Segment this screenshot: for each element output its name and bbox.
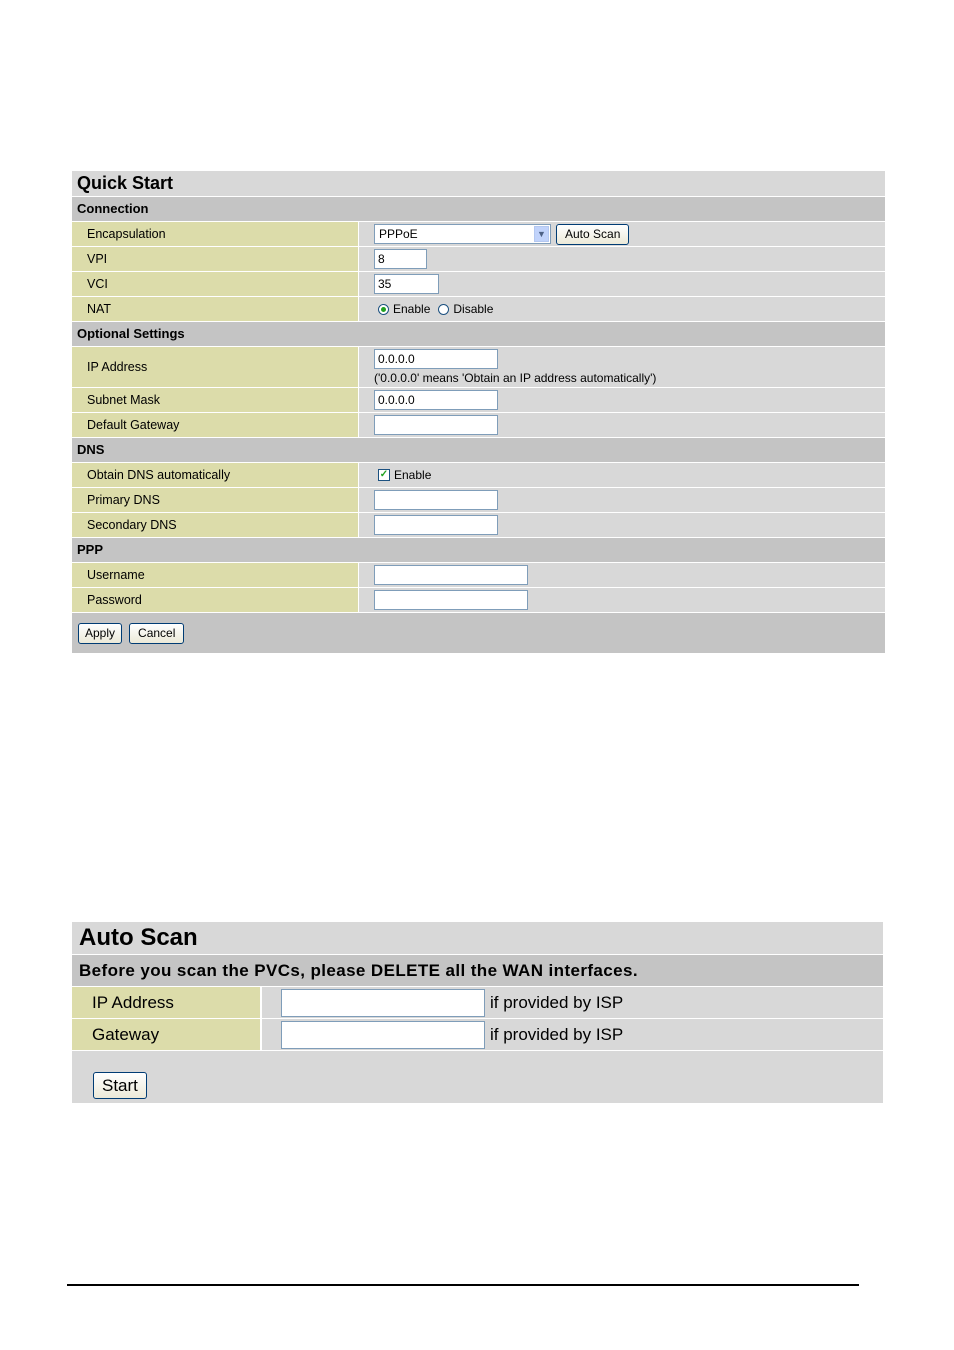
- auto-scan-ip-input[interactable]: [281, 989, 485, 1017]
- username-row: [72, 563, 885, 588]
- section-optional-settings: Optional Settings: [72, 322, 885, 347]
- default-gateway-input[interactable]: [374, 415, 498, 435]
- start-button[interactable]: Start: [93, 1072, 147, 1099]
- auto-scan-panel: [72, 922, 883, 1102]
- ip-address-label: IP Address: [72, 347, 359, 387]
- auto-scan-button[interactable]: Auto Scan: [556, 224, 629, 245]
- quick-start-panel: [72, 171, 885, 652]
- encapsulation-select[interactable]: [374, 224, 551, 244]
- section-connection: Connection: [72, 197, 885, 222]
- default-gateway-row: [72, 413, 885, 438]
- auto-scan-notice: Before you scan the PVCs, please DELETE all the WAN interfaces.: [72, 955, 883, 987]
- obtain-dns-enable-label: Enable: [394, 468, 432, 482]
- primary-dns-row: [72, 488, 885, 513]
- subnet-mask-label: Subnet Mask: [72, 388, 359, 412]
- subnet-mask-row: [72, 388, 885, 413]
- nat-enable-radio[interactable]: [378, 304, 389, 315]
- nat-disable-radio[interactable]: [438, 304, 449, 315]
- auto-scan-ip-hint: if provided by ISP: [490, 992, 624, 1012]
- auto-scan-gateway-label: Gateway: [72, 1019, 262, 1050]
- ip-address-input[interactable]: [374, 349, 498, 369]
- vci-row: [72, 272, 885, 297]
- auto-scan-ip-row: [72, 987, 883, 1019]
- quick-start-footer: [72, 613, 885, 653]
- encapsulation-label: Encapsulation: [72, 222, 359, 246]
- ip-address-hint: ('0.0.0.0' means 'Obtain an IP address automatically'): [374, 371, 657, 385]
- primary-dns-label: Primary DNS: [72, 488, 359, 512]
- obtain-dns-label: Obtain DNS automatically: [72, 463, 359, 487]
- vci-input[interactable]: [374, 274, 439, 294]
- username-input[interactable]: [374, 565, 528, 585]
- nat-enable-label: Enable: [393, 302, 431, 316]
- section-ppp: PPP: [72, 538, 885, 563]
- page-divider: [67, 1284, 859, 1286]
- vpi-row: [72, 247, 885, 272]
- encapsulation-row: [72, 222, 885, 247]
- password-row: [72, 588, 885, 613]
- section-dns: DNS: [72, 438, 885, 463]
- username-label: Username: [72, 563, 359, 587]
- quick-start-title: Quick Start: [72, 171, 885, 197]
- ip-address-row: [72, 347, 885, 388]
- vpi-label: VPI: [72, 247, 359, 271]
- auto-scan-title: Auto Scan: [72, 922, 883, 955]
- primary-dns-input[interactable]: [374, 490, 498, 510]
- vpi-input[interactable]: [374, 249, 427, 269]
- chevron-down-icon[interactable]: ▼: [534, 226, 549, 242]
- auto-scan-ip-label: IP Address: [72, 987, 262, 1018]
- nat-label: NAT: [72, 297, 359, 321]
- auto-scan-gateway-input[interactable]: [281, 1021, 485, 1049]
- secondary-dns-input[interactable]: [374, 515, 498, 535]
- auto-scan-footer: [72, 1051, 883, 1103]
- encapsulation-value: PPPoE: [379, 227, 418, 241]
- nat-row: [72, 297, 885, 322]
- auto-scan-gateway-row: [72, 1019, 883, 1051]
- secondary-dns-row: [72, 513, 885, 538]
- password-input[interactable]: [374, 590, 528, 610]
- password-label: Password: [72, 588, 359, 612]
- apply-button[interactable]: Apply: [78, 623, 122, 644]
- vci-label: VCI: [72, 272, 359, 296]
- subnet-mask-input[interactable]: [374, 390, 498, 410]
- secondary-dns-label: Secondary DNS: [72, 513, 359, 537]
- obtain-dns-row: [72, 463, 885, 488]
- auto-scan-gateway-hint: if provided by ISP: [490, 1024, 624, 1044]
- default-gateway-label: Default Gateway: [72, 413, 359, 437]
- cancel-button[interactable]: Cancel: [129, 623, 184, 644]
- nat-disable-label: Disable: [453, 302, 494, 316]
- obtain-dns-checkbox[interactable]: ✓: [379, 469, 389, 480]
